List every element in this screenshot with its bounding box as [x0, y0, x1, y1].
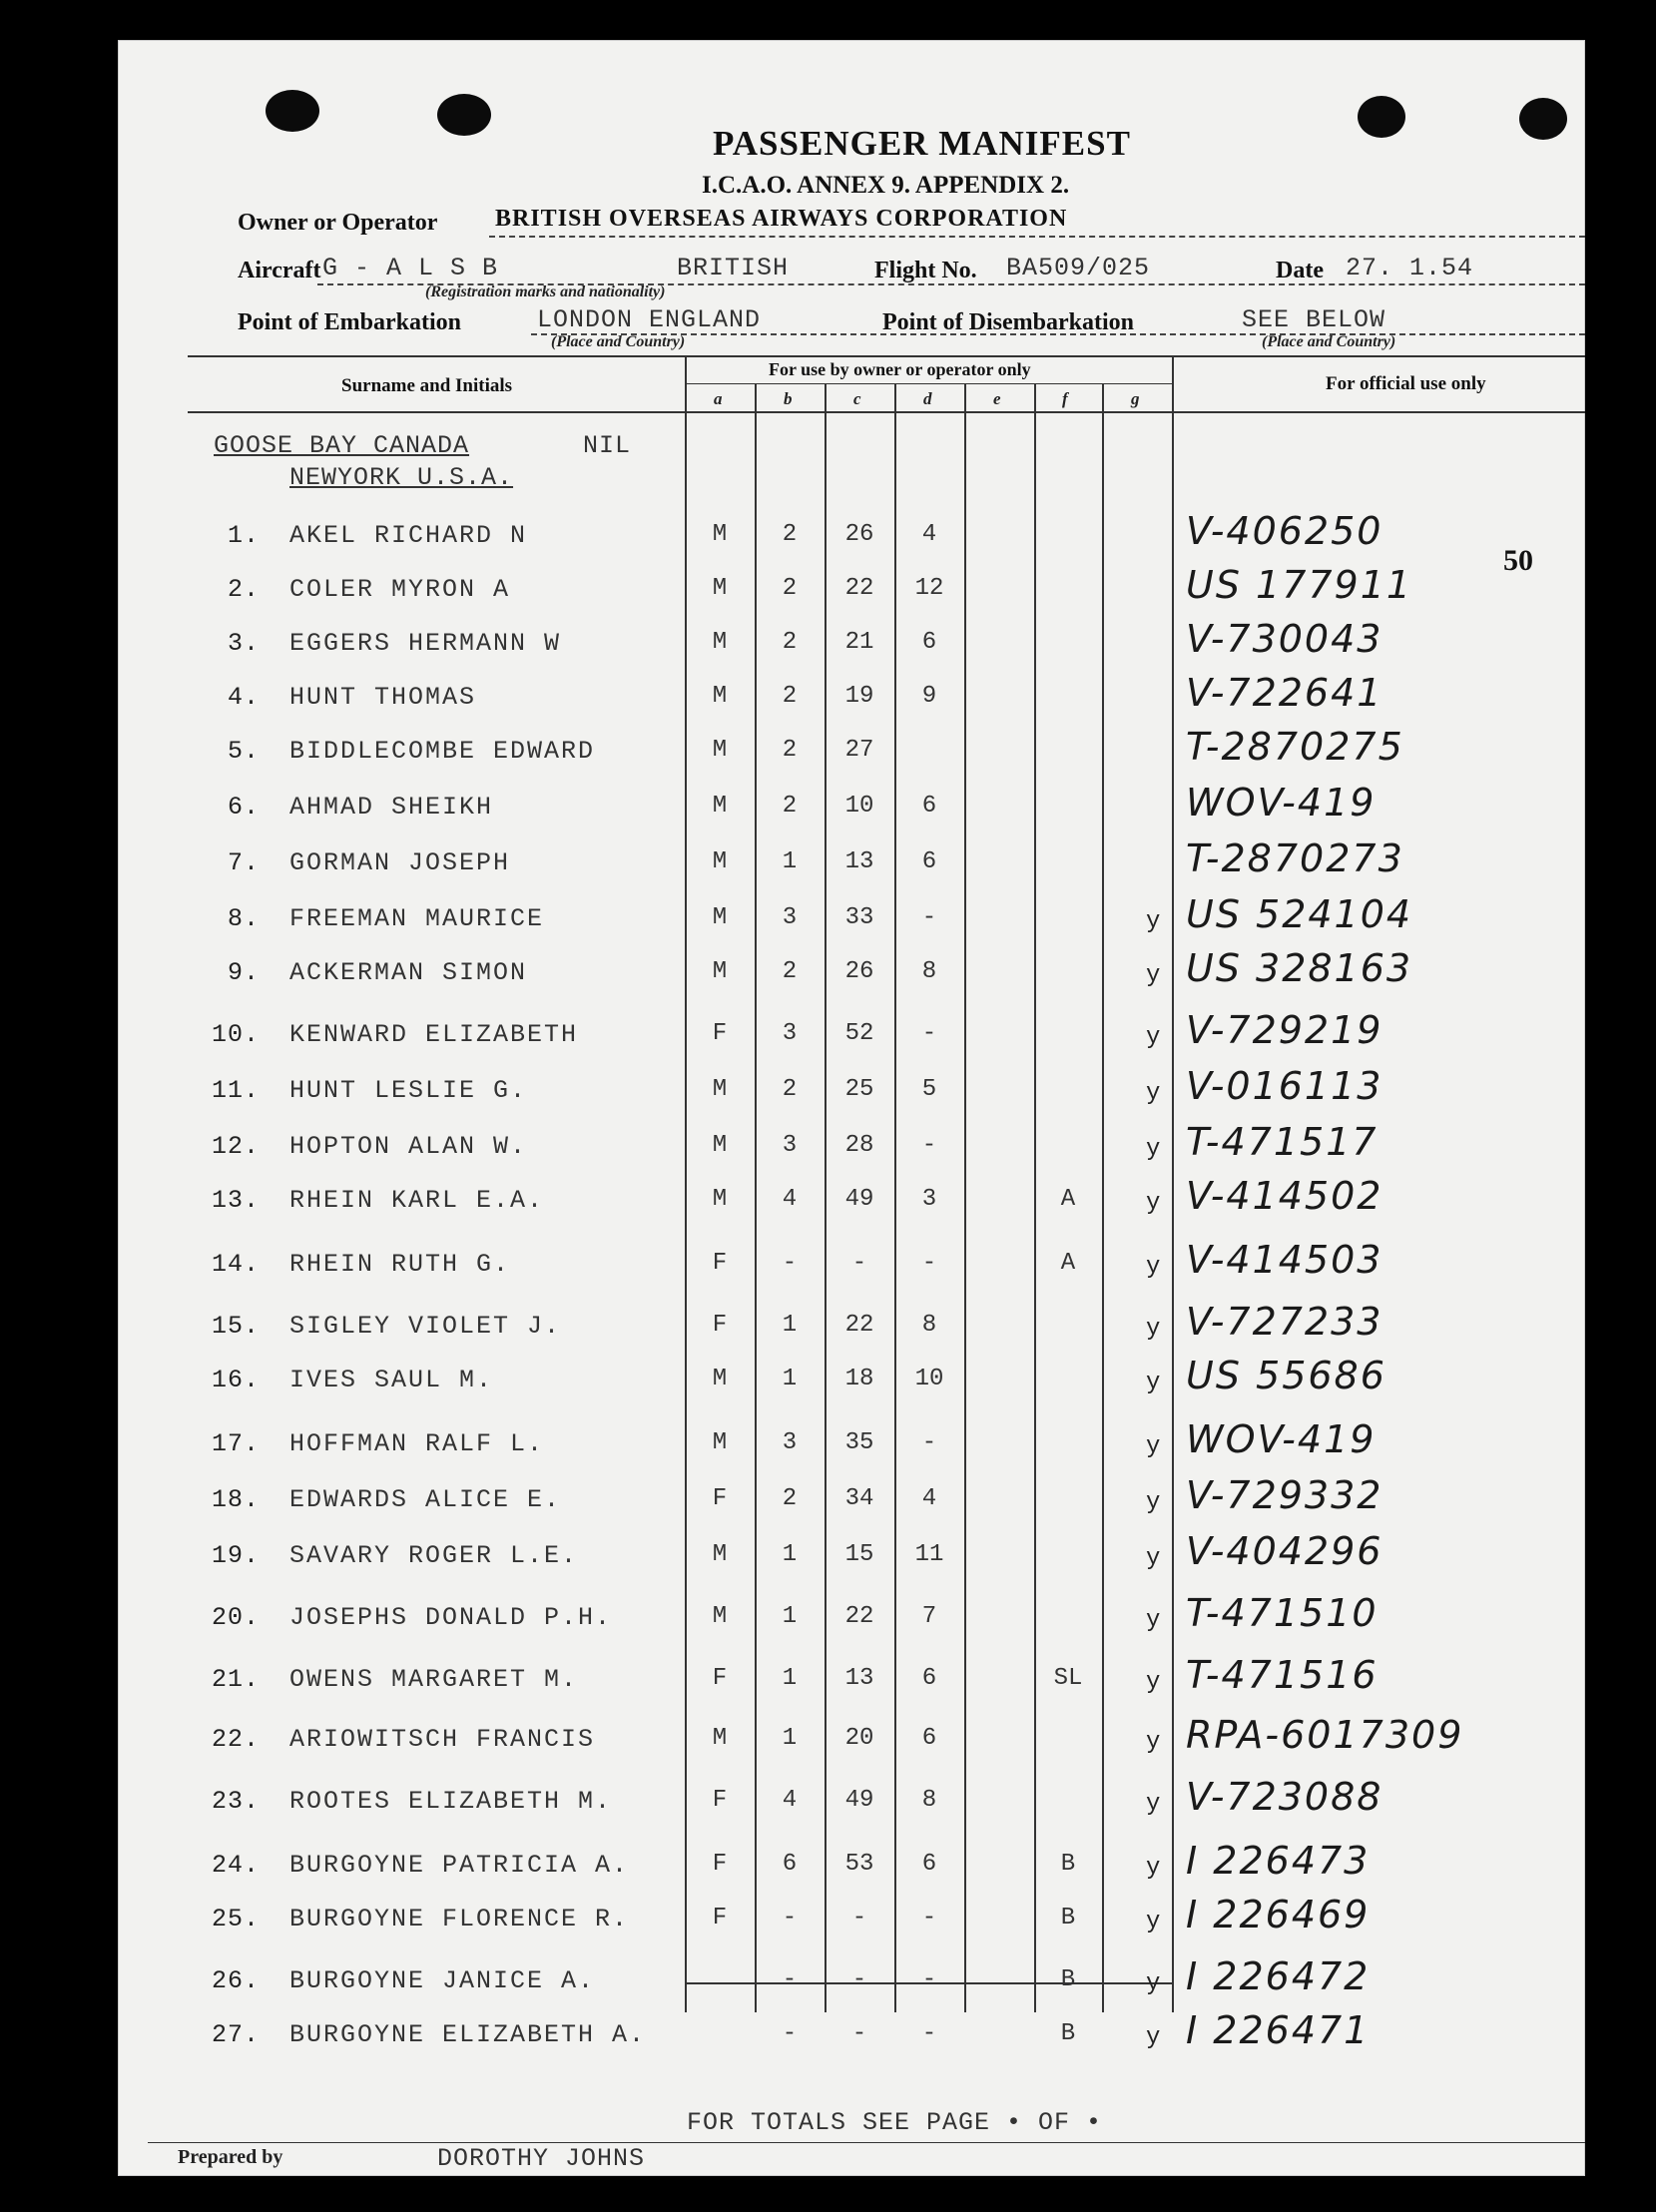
col-d-cell: 3 [921, 1186, 937, 1213]
sex-cell: M [712, 575, 728, 602]
sex-cell: F [712, 1250, 728, 1277]
col-b-cell: - [782, 2020, 798, 2047]
col-c-cell: 13 [844, 1665, 874, 1692]
col-c-cell: 10 [844, 793, 874, 820]
col-g-cell: y [1146, 1855, 1161, 1882]
sex-cell: M [712, 629, 728, 656]
sex-cell: F [712, 1905, 728, 1932]
passenger-name: HUNT THOMAS [289, 683, 477, 712]
col-g-cell: y [1146, 1433, 1161, 1460]
embark-value: LONDON ENGLAND [537, 305, 762, 334]
row-number: 14. [211, 1250, 260, 1279]
col-c-cell: 49 [844, 1787, 874, 1814]
col-b-cell: 1 [782, 848, 798, 875]
official-number: I 226473 [1186, 1839, 1371, 1883]
col-b-cell: 2 [782, 958, 798, 985]
sex-cell: F [712, 1485, 728, 1512]
official-number: V-722641 [1186, 671, 1383, 715]
col-d-cell: 4 [921, 1485, 937, 1512]
col-b-cell: 3 [782, 1429, 798, 1456]
col-c-cell: 53 [844, 1851, 874, 1878]
col-d-cell: 6 [921, 1665, 937, 1692]
official-number: V-727233 [1186, 1300, 1383, 1344]
side-number: 50 [1503, 544, 1533, 577]
col-d-cell: 10 [914, 1366, 944, 1392]
col-c-cell: 35 [844, 1429, 874, 1456]
col-g-cell: y [1146, 1254, 1161, 1281]
col-b-cell: 1 [782, 1541, 798, 1568]
passenger-name: BURGOYNE JANICE A. [289, 1966, 596, 1995]
col-c-cell: 33 [844, 904, 874, 931]
passenger-name: BURGOYNE PATRICIA A. [289, 1851, 630, 1880]
col-d-cell: - [921, 904, 937, 931]
col-f-cell: B [1060, 1966, 1076, 1993]
col-c-cell: 18 [844, 1366, 874, 1392]
official-number: WOV-419 [1186, 781, 1377, 825]
col-d-cell: - [921, 2020, 937, 2047]
col-b-cell: 4 [782, 1787, 798, 1814]
official-number: V-406250 [1186, 509, 1383, 553]
col-b-cell: 2 [782, 1076, 798, 1103]
official-number: US 524104 [1186, 892, 1413, 936]
official-number: I 226471 [1186, 2008, 1371, 2052]
passenger-name: SAVARY ROGER L.E. [289, 1541, 579, 1570]
passenger-name: HUNT LESLIE G. [289, 1076, 528, 1105]
col-b-cell: 2 [782, 793, 798, 820]
col-c-cell: 13 [844, 848, 874, 875]
row-number: 6. [227, 793, 260, 822]
sex-cell: M [712, 1603, 728, 1630]
passenger-name: BIDDLECOMBE EDWARD [289, 737, 596, 766]
col-b-cell: 1 [782, 1366, 798, 1392]
passenger-name: ACKERMAN SIMON [289, 958, 528, 987]
row-number: 4. [227, 683, 260, 712]
col-c-cell: 20 [844, 1725, 874, 1752]
row-number: 15. [211, 1312, 260, 1341]
col-c-cell: 21 [844, 629, 874, 656]
sex-cell: M [712, 521, 728, 548]
sex-cell: M [712, 1186, 728, 1213]
row-number: 13. [211, 1186, 260, 1215]
passenger-name: COLER MYRON A [289, 575, 511, 604]
row-number: 2. [227, 575, 260, 604]
col-g-cell: y [1146, 1136, 1161, 1163]
col-c-cell: 52 [844, 1020, 874, 1047]
destination-1: GOOSE BAY CANADA [214, 431, 470, 460]
row-number: 27. [211, 2020, 260, 2049]
passenger-name: SIGLEY VIOLET J. [289, 1312, 562, 1341]
col-g-cell: y [1146, 1970, 1161, 1997]
passenger-name: AHMAD SHEIKH [289, 793, 494, 822]
col-c-cell: 19 [844, 683, 874, 710]
row-number: 12. [211, 1132, 260, 1161]
col-d-cell: - [921, 1132, 937, 1159]
col-c-cell: - [851, 2020, 867, 2047]
col-surname-header: Surname and Initials [341, 375, 513, 396]
col-f-cell: SL [1053, 1665, 1083, 1692]
passenger-name: RHEIN RUTH G. [289, 1250, 511, 1279]
col-d-cell: - [921, 1905, 937, 1932]
row-number: 26. [211, 1966, 260, 1995]
col-c-cell: - [851, 1966, 867, 1993]
col-b-cell: 1 [782, 1665, 798, 1692]
official-number: V-730043 [1186, 617, 1383, 661]
official-number: US 328163 [1186, 946, 1413, 990]
column-letter-e: e [993, 389, 1001, 408]
col-d-cell: - [921, 1250, 937, 1277]
col-g-cell: y [1146, 1370, 1161, 1396]
row-number: 5. [227, 737, 260, 766]
col-g-cell: y [1146, 1316, 1161, 1343]
destination-2: NEWYORK U.S.A. [289, 463, 514, 492]
col-c-cell: - [851, 1250, 867, 1277]
col-g-cell: y [1146, 2024, 1161, 2051]
row-number: 18. [211, 1485, 260, 1514]
official-number: RPA-6017309 [1186, 1713, 1464, 1757]
aircraft-label: Aircraft [238, 258, 321, 283]
col-d-cell: 8 [921, 1312, 937, 1339]
official-number: V-414503 [1186, 1238, 1383, 1282]
row-number: 23. [211, 1787, 260, 1816]
sex-cell: M [712, 1076, 728, 1103]
col-b-cell: 3 [782, 1020, 798, 1047]
col-c-cell: 49 [844, 1186, 874, 1213]
col-b-cell: 2 [782, 575, 798, 602]
row-number: 11. [211, 1076, 260, 1105]
col-g-cell: y [1146, 1190, 1161, 1217]
col-b-cell: 6 [782, 1851, 798, 1878]
punch-hole [1358, 96, 1405, 138]
col-b-cell: 2 [782, 683, 798, 710]
col-c-cell: 26 [844, 521, 874, 548]
sex-cell: M [712, 1429, 728, 1456]
footer-totals: FOR TOTALS SEE PAGE • OF • [687, 2108, 1103, 2137]
official-number: T-471516 [1186, 1653, 1379, 1697]
sex-cell: M [712, 958, 728, 985]
col-divider [964, 383, 966, 2012]
passenger-name: EGGERS HERMANN W [289, 629, 562, 658]
col-f-cell: B [1060, 1851, 1076, 1878]
col-g-cell: y [1146, 962, 1161, 989]
col-g-cell: y [1146, 908, 1161, 935]
row-number: 8. [227, 904, 260, 933]
col-g-cell: y [1146, 1545, 1161, 1572]
col-c-cell: 22 [844, 1603, 874, 1630]
col-b-cell: 1 [782, 1603, 798, 1630]
official-number: US 55686 [1186, 1354, 1386, 1397]
aircraft-underline [317, 283, 1585, 285]
owner-underline [489, 236, 1585, 238]
date-value: 27. 1.54 [1346, 254, 1474, 282]
flight-value: BA509/025 [1006, 254, 1151, 282]
col-c-cell: 25 [844, 1076, 874, 1103]
col-g-cell: y [1146, 1080, 1161, 1107]
column-letter-f: f [1062, 389, 1068, 408]
sex-cell: M [712, 1541, 728, 1568]
col-b-cell: 1 [782, 1312, 798, 1339]
date-label: Date [1276, 258, 1324, 283]
embark-label: Point of Embarkation [238, 309, 462, 335]
official-number: T-2870275 [1186, 725, 1404, 769]
col-d-cell: 4 [921, 521, 937, 548]
col-d-cell: - [921, 1966, 937, 1993]
row-number: 24. [211, 1851, 260, 1880]
col-c-cell: 26 [844, 958, 874, 985]
column-letter-b: b [784, 389, 793, 408]
punch-hole [437, 94, 491, 136]
row-number: 19. [211, 1541, 260, 1570]
official-number: I 226472 [1186, 1954, 1371, 1998]
passenger-name: KENWARD ELIZABETH [289, 1020, 579, 1049]
passenger-name: OWENS MARGARET M. [289, 1665, 579, 1694]
row-number: 17. [211, 1429, 260, 1458]
sex-cell: M [712, 848, 728, 875]
sex-cell: M [712, 1132, 728, 1159]
col-d-cell: 8 [921, 958, 937, 985]
official-number: V-729219 [1186, 1008, 1383, 1052]
col-c-cell: 22 [844, 575, 874, 602]
row-number: 25. [211, 1905, 260, 1934]
col-b-cell: - [782, 1250, 798, 1277]
passenger-name: AKEL RICHARD N [289, 521, 528, 550]
disembark-value: SEE BELOW [1242, 305, 1386, 334]
sex-cell: M [712, 737, 728, 764]
owner-label: Owner or Operator [238, 210, 438, 236]
official-number: I 226469 [1186, 1893, 1371, 1936]
punch-hole [266, 90, 319, 132]
col-g-cell: y [1146, 1489, 1161, 1516]
sex-cell: F [712, 1787, 728, 1814]
col-d-cell: - [921, 1020, 937, 1047]
manifest-page [118, 40, 1585, 2176]
sex-cell: M [712, 1366, 728, 1392]
col-f-cell: A [1060, 1186, 1076, 1213]
table-top-border [188, 355, 1585, 357]
aircraft-value: G - A L S B [322, 254, 499, 282]
sex-cell: M [712, 683, 728, 710]
row-number: 9. [227, 958, 260, 987]
col-d-cell: 6 [921, 629, 937, 656]
col-b-cell: 2 [782, 737, 798, 764]
passenger-name: HOFFMAN RALF L. [289, 1429, 545, 1458]
col-d-cell: 9 [921, 683, 937, 710]
col-owner-header: For use by owner or operator only [769, 359, 1031, 379]
col-g-cell: y [1146, 1024, 1161, 1051]
col-c-cell: 28 [844, 1132, 874, 1159]
passenger-name: BURGOYNE FLORENCE R. [289, 1905, 630, 1934]
flight-label: Flight No. [874, 258, 977, 283]
aircraft-nationality: BRITISH [677, 254, 790, 282]
passenger-name: EDWARDS ALICE E. [289, 1485, 562, 1514]
official-number: V-729332 [1186, 1473, 1383, 1517]
manifest-subtitle: I.C.A.O. ANNEX 9. APPENDIX 2. [702, 172, 1070, 199]
official-number: T-471517 [1186, 1120, 1379, 1164]
col-g-cell: y [1146, 1607, 1161, 1634]
col-f-cell: B [1060, 1905, 1076, 1932]
col-b-cell: 2 [782, 521, 798, 548]
official-number: T-471510 [1186, 1591, 1379, 1635]
punch-hole [1519, 98, 1567, 140]
col-d-cell: 12 [914, 575, 944, 602]
row-number: 3. [227, 629, 260, 658]
col-d-cell: 6 [921, 793, 937, 820]
embark-note: (Place and Country) [551, 333, 686, 350]
embark-underline [531, 333, 1585, 335]
col-g-cell: y [1146, 1669, 1161, 1696]
subheader-border [685, 383, 1174, 384]
col-c-cell: 22 [844, 1312, 874, 1339]
col-divider [1102, 383, 1104, 2012]
col-d-cell: 8 [921, 1787, 937, 1814]
col-b-cell: - [782, 1905, 798, 1932]
owner-value: BRITISH OVERSEAS AIRWAYS CORPORATION [495, 206, 1068, 232]
col-g-cell: y [1146, 1909, 1161, 1936]
col-b-cell: 3 [782, 1132, 798, 1159]
col-b-cell: 2 [782, 629, 798, 656]
passenger-name: GORMAN JOSEPH [289, 848, 511, 877]
row-number: 22. [211, 1725, 260, 1754]
col-d-cell: 6 [921, 1725, 937, 1752]
col-c-cell: 27 [844, 737, 874, 764]
passenger-name: ROOTES ELIZABETH M. [289, 1787, 613, 1816]
passenger-name: ARIOWITSCH FRANCIS [289, 1725, 596, 1754]
col-divider [1172, 355, 1174, 2012]
col-c-cell: 34 [844, 1485, 874, 1512]
col-d-cell: - [921, 1429, 937, 1456]
prepared-value: DOROTHY JOHNS [437, 2144, 646, 2173]
col-divider [685, 355, 687, 2012]
col-g-cell: y [1146, 1791, 1161, 1818]
column-letter-d: d [923, 389, 932, 408]
sex-cell: F [712, 1665, 728, 1692]
footer-rule [148, 2142, 1585, 2143]
col-d-cell: 7 [921, 1603, 937, 1630]
col-d-cell: 6 [921, 848, 937, 875]
col-b-cell: 2 [782, 1485, 798, 1512]
column-letter-c: c [853, 389, 861, 408]
sex-cell: F [712, 1312, 728, 1339]
col-c-cell: 15 [844, 1541, 874, 1568]
table-header-border [188, 411, 1585, 413]
destination-nil: NIL [583, 431, 632, 460]
official-number: V-016113 [1186, 1064, 1383, 1108]
row-number: 1. [227, 521, 260, 550]
passenger-name: IVES SAUL M. [289, 1366, 494, 1394]
sex-cell: M [712, 793, 728, 820]
col-f-cell: A [1060, 1250, 1076, 1277]
prepared-label: Prepared by [178, 2146, 283, 2168]
col-official-header: For official use only [1326, 373, 1486, 394]
official-number: US 177911 [1186, 563, 1413, 607]
row-number: 20. [211, 1603, 260, 1632]
row-number: 7. [227, 848, 260, 877]
sex-cell: F [712, 1851, 728, 1878]
passenger-name: JOSEPHS DONALD P.H. [289, 1603, 613, 1632]
official-number: WOV-419 [1186, 1417, 1377, 1461]
col-b-cell: - [782, 1966, 798, 1993]
col-b-cell: 4 [782, 1186, 798, 1213]
passenger-name: FREEMAN MAURICE [289, 904, 545, 933]
row-number: 16. [211, 1366, 260, 1394]
official-number: V-723088 [1186, 1775, 1383, 1819]
aircraft-note: (Registration marks and nationality) [425, 283, 666, 300]
sex-cell: M [712, 904, 728, 931]
row-number: 21. [211, 1665, 260, 1694]
sex-cell: F [712, 1020, 728, 1047]
disembark-note: (Place and Country) [1262, 333, 1396, 350]
official-number: V-404296 [1186, 1529, 1383, 1573]
col-g-cell: y [1146, 1729, 1161, 1756]
col-d-cell: 11 [914, 1541, 944, 1568]
column-letter-a: a [714, 389, 723, 408]
col-f-cell: B [1060, 2020, 1076, 2047]
col-b-cell: 1 [782, 1725, 798, 1752]
column-letter-g: g [1131, 389, 1140, 408]
official-number: V-414502 [1186, 1174, 1383, 1218]
official-number: T-2870273 [1186, 836, 1404, 880]
col-d-cell: 5 [921, 1076, 937, 1103]
col-b-cell: 3 [782, 904, 798, 931]
passenger-name: BURGOYNE ELIZABETH A. [289, 2020, 647, 2049]
col-d-cell: 6 [921, 1851, 937, 1878]
passenger-name: HOPTON ALAN W. [289, 1132, 528, 1161]
col-c-cell: - [851, 1905, 867, 1932]
disembark-label: Point of Disembarkation [882, 309, 1134, 335]
row-number: 10. [211, 1020, 260, 1049]
passenger-name: RHEIN KARL E.A. [289, 1186, 545, 1215]
manifest-title: PASSENGER MANIFEST [713, 124, 1131, 163]
sex-cell: M [712, 1725, 728, 1752]
